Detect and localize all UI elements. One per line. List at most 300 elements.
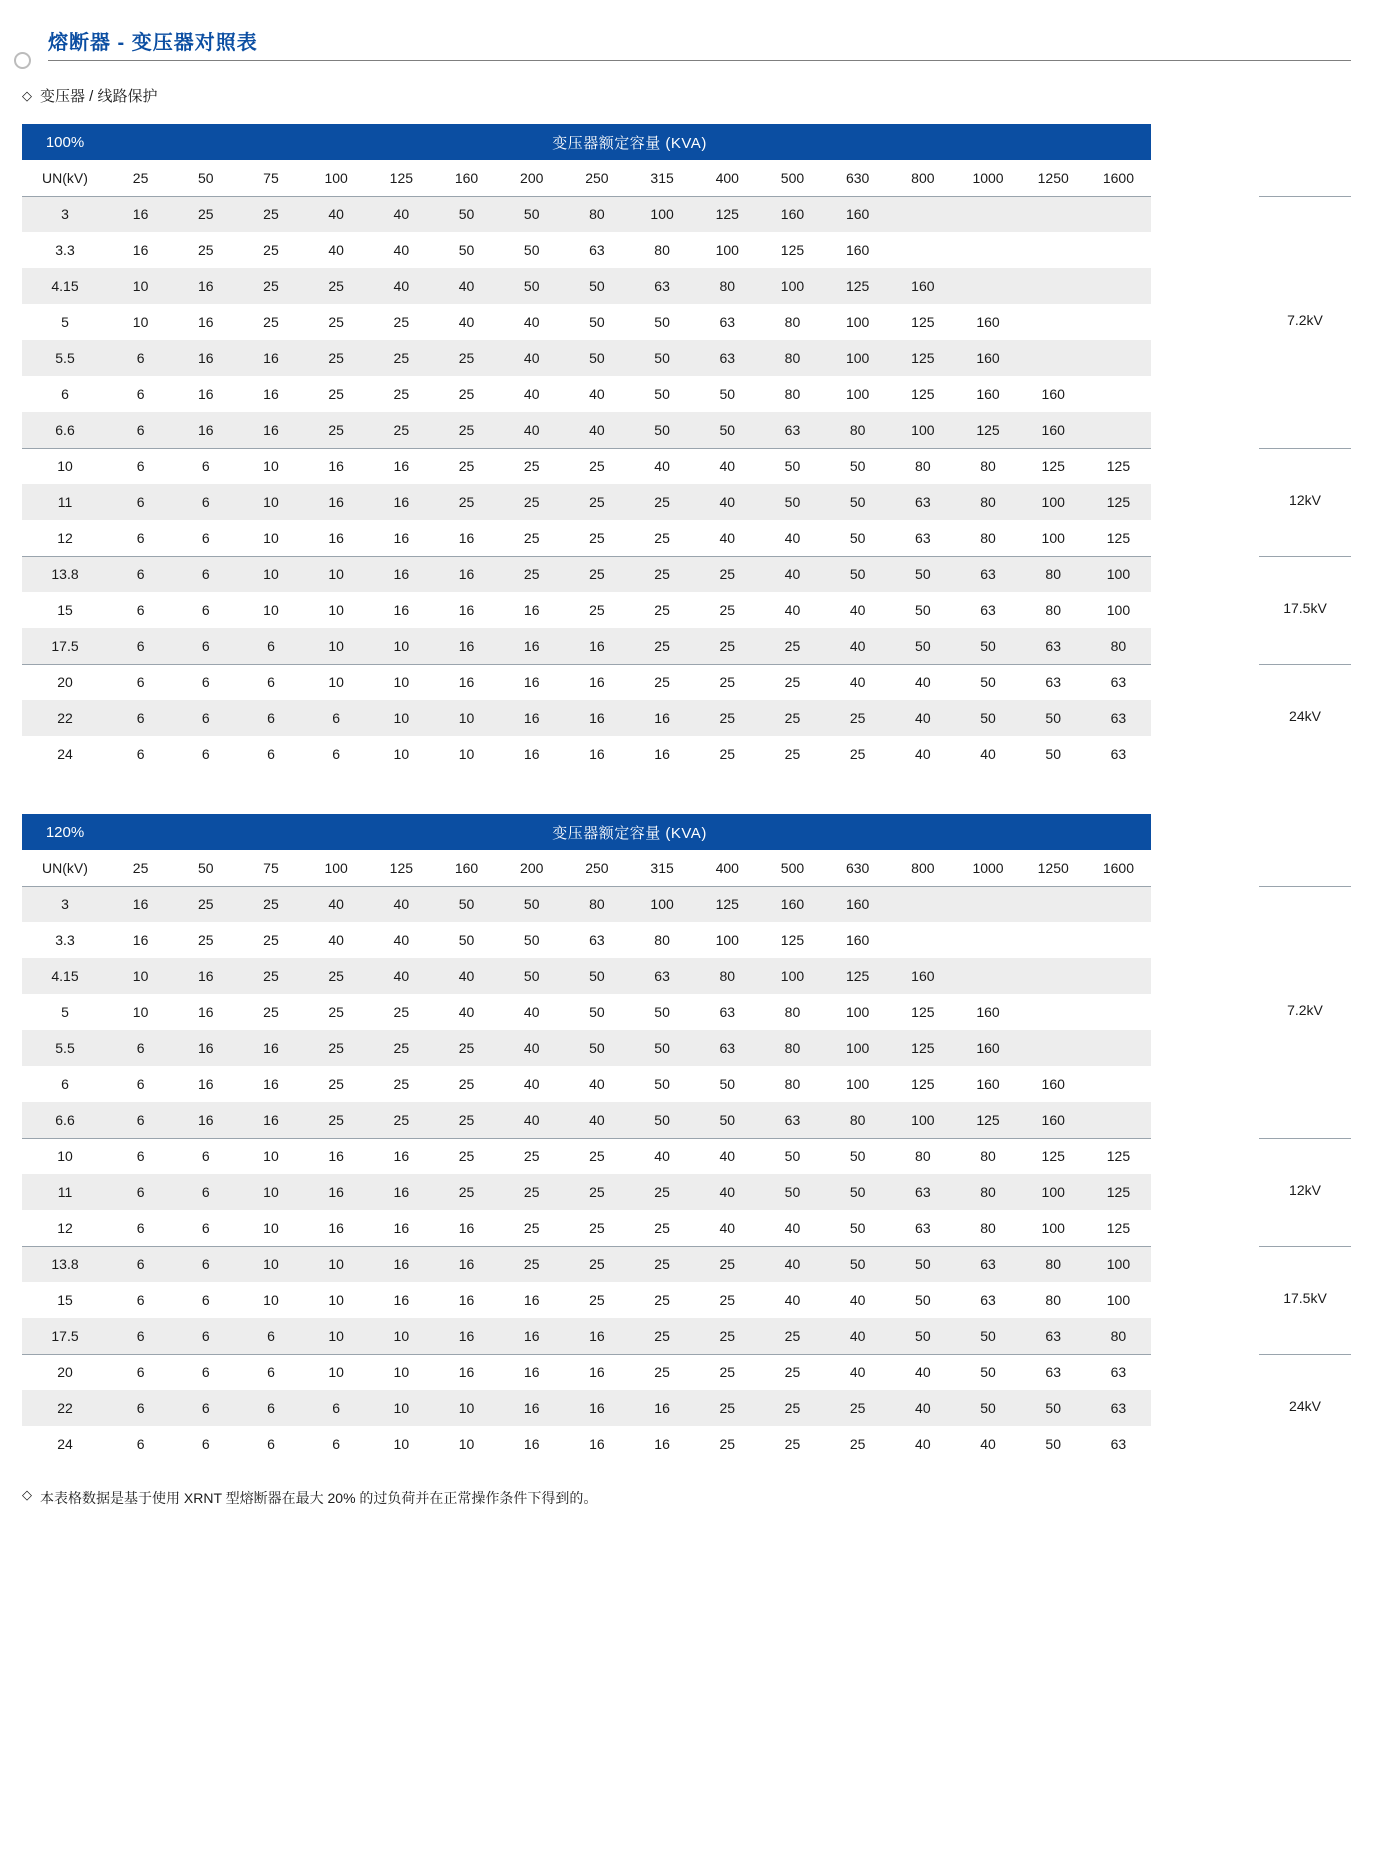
- un-value: 24: [57, 746, 73, 762]
- fuse-rating-cell: 80: [955, 1210, 1020, 1246]
- fuse-rating-cell: 6: [173, 484, 238, 520]
- fuse-rating-cell: 6: [108, 520, 173, 556]
- fuse-rating-cell: 50: [434, 196, 499, 232]
- fuse-rating-cell: 125: [1106, 1148, 1131, 1165]
- fuse-rating-cell: 160: [1021, 1102, 1086, 1138]
- fuse-rating-cell: 25: [630, 1210, 695, 1246]
- voltage-class-divider: [1259, 1246, 1351, 1247]
- fuse-rating-cell: 50: [760, 1174, 825, 1210]
- fuse-rating-cell: 50: [1021, 700, 1086, 736]
- fuse-rating-cell: 125: [1041, 458, 1065, 475]
- fuse-rating-cell: 25: [654, 674, 670, 691]
- fuse-rating-cell: 10: [108, 268, 173, 304]
- fuse-rating-cell: 40: [499, 340, 564, 376]
- fuse-rating-cell: [1086, 958, 1151, 994]
- fuse-rating-cell: 16: [523, 1364, 540, 1381]
- fuse-rating-cell: 6: [108, 556, 173, 592]
- fuse-rating-cell: 10: [132, 1004, 149, 1020]
- fuse-rating-cell: 6: [108, 1390, 173, 1426]
- fuse-rating-cell: [890, 196, 955, 232]
- fuse-rating-cell: 40: [304, 886, 369, 922]
- table-row: [22, 1138, 1151, 1174]
- fuse-rating-cell: 6: [173, 1390, 238, 1426]
- fuse-rating-cell: 16: [173, 958, 238, 994]
- table-row: [22, 592, 1151, 628]
- fuse-rating-cell: 25: [328, 386, 344, 402]
- table-row: [22, 1390, 1151, 1426]
- fuse-rating-cell: 40: [980, 746, 996, 762]
- fuse-rating-cell: [1086, 922, 1151, 958]
- capacity-column-header: 1000: [955, 850, 1020, 886]
- fuse-rating-cell: 10: [263, 458, 279, 475]
- fuse-rating-cell: 80: [784, 386, 801, 402]
- fuse-rating-cell: 80: [980, 458, 996, 475]
- table-row: [22, 376, 1151, 412]
- fuse-rating-cell: 63: [760, 412, 825, 448]
- fuse-rating-cell: 6: [108, 1210, 173, 1246]
- fuse-rating-cell: 25: [523, 1148, 540, 1165]
- fuse-rating-cell: 16: [523, 602, 540, 618]
- fuse-rating-cell: 25: [760, 628, 825, 664]
- fuse-rating-cell: 16: [523, 1436, 540, 1452]
- fuse-rating-cell: 6: [136, 1148, 145, 1165]
- fuse-rating-cell: 6: [136, 1292, 145, 1308]
- fuse-rating-cell: 100: [890, 412, 955, 448]
- fuse-rating-cell: 16: [132, 932, 149, 948]
- fuse-rating-cell: 63: [955, 556, 1020, 592]
- fuse-rating-cell: 50: [695, 412, 760, 448]
- voltage-class-label: 24kV: [1289, 1398, 1321, 1414]
- fuse-rating-cell: 16: [328, 1148, 344, 1165]
- fuse-rating-cell: 63: [890, 520, 955, 556]
- table-row: [22, 922, 1151, 958]
- fuse-rating-cell: 80: [955, 484, 1020, 520]
- fuse-rating-cell: 25: [719, 746, 736, 762]
- fuse-rating-cell: 25: [564, 1210, 629, 1246]
- fuse-rating-cell: 10: [328, 674, 344, 691]
- table-row: [22, 268, 1151, 304]
- fuse-rating-cell: 50: [760, 484, 825, 520]
- fuse-rating-cell: 10: [238, 556, 303, 592]
- fuse-rating-cell: 25: [434, 1102, 499, 1138]
- un-value: 6: [61, 1076, 69, 1092]
- fuse-rating-cell: 50: [589, 314, 605, 330]
- fuse-rating-cell: 25: [238, 886, 303, 922]
- fuse-rating-cell: 100: [760, 268, 825, 304]
- fuse-rating-cell: [955, 232, 1020, 268]
- fuse-rating-cell: 6: [173, 556, 238, 592]
- capacity-column-header: 50: [173, 160, 238, 196]
- fuse-rating-cell: 10: [393, 674, 410, 691]
- section-subtitle: [22, 85, 1373, 106]
- fuse-rating-cell: 25: [173, 196, 238, 232]
- fuse-rating-cell: 25: [173, 886, 238, 922]
- table-row: [22, 1246, 1151, 1282]
- fuse-rating-cell: 16: [238, 1030, 303, 1066]
- fuse-rating-cell: 50: [719, 386, 736, 402]
- fuse-rating-cell: 25: [263, 932, 279, 948]
- fuse-rating-cell: 160: [976, 1004, 1000, 1020]
- un-value: 4.15: [22, 958, 108, 994]
- fuse-rating-cell: 40: [523, 1004, 540, 1020]
- fuse-rating-cell: 40: [328, 932, 344, 948]
- fuse-rating-cell: 25: [458, 1148, 475, 1165]
- fuse-rating-cell: 100: [715, 242, 739, 258]
- fuse-rating-cell: 25: [589, 602, 605, 618]
- fuse-rating-cell: 40: [393, 932, 410, 948]
- fuse-rating-cell: 63: [1086, 1390, 1151, 1426]
- fuse-rating-cell: 25: [393, 1004, 410, 1020]
- fuse-rating-cell: 25: [434, 340, 499, 376]
- fuse-rating-cell: 16: [434, 520, 499, 556]
- fuse-rating-cell: 6: [108, 1102, 173, 1138]
- fuse-rating-cell: 25: [695, 1390, 760, 1426]
- fuse-rating-cell: 63: [1110, 674, 1127, 691]
- fuse-rating-cell: 40: [849, 674, 866, 691]
- fuse-rating-cell: 50: [458, 932, 475, 948]
- fuse-rating-cell: 25: [719, 602, 736, 618]
- fuse-rating-cell: 40: [589, 386, 605, 402]
- fuse-rating-cell: 16: [499, 628, 564, 664]
- fuse-rating-cell: 16: [369, 484, 434, 520]
- capacity-column-header: 250: [564, 160, 629, 196]
- voltage-class-label: 12kV: [1289, 1182, 1321, 1198]
- fuse-rating-cell: [1021, 196, 1086, 232]
- fuse-rating-cell: 100: [1106, 602, 1131, 618]
- fuse-rating-cell: 10: [458, 746, 475, 762]
- voltage-class-label: 7.2kV: [1287, 1002, 1323, 1018]
- fuse-rating-cell: 25: [304, 1030, 369, 1066]
- fuse-rating-cell: 16: [589, 746, 605, 762]
- fuse-rating-cell: 6: [108, 340, 173, 376]
- fuse-rating-cell: 16: [197, 1004, 214, 1020]
- fuse-rating-cell: 40: [304, 196, 369, 232]
- fuse-rating-cell: 6: [267, 1364, 275, 1381]
- fuse-rating-cell: 50: [849, 458, 866, 475]
- un-value: 13.8: [22, 556, 108, 592]
- fuse-rating-cell: 125: [780, 242, 805, 258]
- table-row: [22, 1102, 1151, 1138]
- fuse-rating-cell: 50: [890, 1318, 955, 1354]
- fuse-rating-cell: 6: [201, 746, 210, 762]
- fuse-rating-cell: 80: [915, 458, 931, 475]
- tables-container: [0, 124, 1373, 1462]
- capacity-column-header: 200: [499, 160, 564, 196]
- voltage-class-label: 17.5kV: [1283, 600, 1327, 616]
- fuse-rating-cell: 80: [654, 242, 670, 258]
- fuse-rating-cell: 40: [849, 1364, 866, 1381]
- title-divider: [48, 60, 1351, 61]
- fuse-rating-cell: 25: [328, 1004, 344, 1020]
- fuse-rating-cell: 25: [458, 386, 475, 402]
- fuse-rating-cell: 16: [173, 1102, 238, 1138]
- un-value: 6: [61, 386, 69, 402]
- fuse-rating-cell: 160: [825, 886, 890, 922]
- fuse-rating-cell: 25: [393, 1076, 410, 1092]
- fuse-rating-cell: 50: [499, 958, 564, 994]
- voltage-class-divider: [1259, 886, 1351, 887]
- fuse-rating-cell: 6: [267, 674, 275, 691]
- fuse-rating-cell: 16: [304, 520, 369, 556]
- fuse-rating-cell: 10: [238, 1246, 303, 1282]
- fuse-rating-cell: 16: [589, 674, 605, 691]
- fuse-rating-cell: [1021, 268, 1086, 304]
- fuse-rating-cell: 125: [911, 1076, 935, 1092]
- fuse-rating-cell: 25: [825, 1390, 890, 1426]
- fuse-rating-cell: 100: [845, 1076, 870, 1092]
- fuse-rating-cell: 16: [173, 1030, 238, 1066]
- fuse-rating-cell: 16: [564, 1318, 629, 1354]
- fuse-rating-cell: 25: [564, 520, 629, 556]
- un-value: 12: [22, 1210, 108, 1246]
- fuse-rating-cell: 6: [136, 1364, 145, 1381]
- fuse-rating-cell: 160: [976, 314, 1000, 330]
- un-value: 3: [22, 886, 108, 922]
- fuse-rating-cell: 16: [630, 1390, 695, 1426]
- fuse-rating-cell: 63: [1021, 628, 1086, 664]
- fuse-rating-cell: 25: [499, 1174, 564, 1210]
- fuse-rating-cell: 16: [369, 556, 434, 592]
- fuse-rating-cell: 50: [980, 674, 996, 691]
- fuse-rating-cell: 80: [760, 1030, 825, 1066]
- section-subtitle-label: 变压器 / 线路保护: [40, 88, 158, 105]
- fuse-rating-cell: 16: [238, 412, 303, 448]
- fuse-rating-cell: 25: [434, 484, 499, 520]
- fuse-rating-cell: 100: [1106, 1292, 1131, 1308]
- fuse-rating-cell: 25: [695, 700, 760, 736]
- fuse-rating-cell: [1086, 268, 1151, 304]
- fuse-rating-cell: 125: [1086, 484, 1151, 520]
- fuse-rating-cell: 50: [654, 1076, 670, 1092]
- fuse-rating-cell: 125: [890, 1030, 955, 1066]
- fuse-rating-cell: 50: [458, 242, 475, 258]
- table-row: [22, 1066, 1151, 1102]
- fuse-rating-cell: 6: [136, 602, 145, 618]
- fuse-rating-cell: [1086, 412, 1151, 448]
- table-row: [22, 556, 1151, 592]
- fuse-rating-cell: 160: [890, 268, 955, 304]
- fuse-rating-cell: [1086, 340, 1151, 376]
- fuse-rating-cell: 80: [695, 958, 760, 994]
- fuse-rating-cell: 6: [332, 1436, 341, 1452]
- fuse-rating-cell: 63: [630, 958, 695, 994]
- fuse-rating-cell: 50: [564, 340, 629, 376]
- fuse-rating-cell: 6: [201, 674, 210, 691]
- fuse-rating-cell: 25: [499, 1246, 564, 1282]
- voltage-class-divider: [1259, 1138, 1351, 1139]
- fuse-rating-cell: 63: [1110, 1364, 1127, 1381]
- fuse-rating-cell: 25: [630, 1318, 695, 1354]
- fuse-rating-cell: 125: [911, 1004, 935, 1020]
- fuse-rating-cell: 16: [173, 340, 238, 376]
- fuse-rating-cell: 100: [760, 958, 825, 994]
- fuse-rating-cell: 50: [825, 520, 890, 556]
- fuse-rating-cell: 6: [108, 412, 173, 448]
- fuse-rating-cell: 125: [825, 268, 890, 304]
- fuse-rating-cell: 50: [825, 1174, 890, 1210]
- fuse-rating-cell: 10: [393, 746, 410, 762]
- fuse-rating-cell: [1021, 922, 1086, 958]
- fuse-rating-cell: 25: [263, 242, 279, 258]
- capacity-table-100: [22, 124, 1351, 772]
- un-value: 22: [22, 700, 108, 736]
- fuse-rating-cell: 40: [760, 556, 825, 592]
- fuse-rating-cell: 25: [564, 1174, 629, 1210]
- capacity-table-120: [22, 814, 1351, 1462]
- fuse-rating-cell: 40: [784, 1292, 801, 1308]
- table-row: [22, 484, 1151, 520]
- fuse-rating-cell: 125: [911, 386, 935, 402]
- fuse-rating-cell: 63: [1021, 1318, 1086, 1354]
- fuse-rating-cell: 80: [784, 314, 801, 330]
- data-table: [22, 124, 1151, 772]
- fuse-rating-cell: 40: [915, 1436, 931, 1452]
- fuse-rating-cell: 6: [173, 628, 238, 664]
- fuse-rating-cell: 16: [238, 340, 303, 376]
- fuse-rating-cell: 63: [589, 932, 605, 948]
- voltage-class-divider: [1259, 1354, 1351, 1355]
- fuse-rating-cell: 63: [1045, 674, 1061, 691]
- percent-badge: 100%: [22, 124, 108, 160]
- fuse-rating-cell: 10: [238, 484, 303, 520]
- fuse-rating-cell: 50: [784, 458, 801, 475]
- fuse-rating-cell: 80: [760, 340, 825, 376]
- fuse-rating-cell: 100: [630, 196, 695, 232]
- fuse-rating-cell: 10: [328, 1364, 344, 1381]
- voltage-class-divider: [1259, 196, 1351, 197]
- fuse-rating-cell: 80: [1086, 628, 1151, 664]
- capacity-column-header: 315: [630, 160, 695, 196]
- fuse-rating-cell: 25: [523, 458, 540, 475]
- table-banner-row: [22, 124, 1151, 160]
- fuse-rating-cell: 16: [523, 746, 540, 762]
- table-row: [22, 886, 1151, 922]
- voltage-class-divider: [1259, 448, 1351, 449]
- fuse-rating-cell: 25: [589, 458, 605, 475]
- fuse-rating-cell: 80: [1021, 1246, 1086, 1282]
- fuse-rating-cell: 16: [499, 1390, 564, 1426]
- fuse-rating-cell: 40: [523, 314, 540, 330]
- capacity-column-header: 1250: [1021, 160, 1086, 196]
- fuse-rating-cell: 63: [980, 1292, 996, 1308]
- fuse-rating-cell: 25: [564, 556, 629, 592]
- fuse-rating-cell: 80: [955, 520, 1020, 556]
- table-row: [22, 700, 1151, 736]
- fuse-rating-cell: 16: [630, 700, 695, 736]
- capacity-column-header: 315: [630, 850, 695, 886]
- fuse-rating-cell: 25: [369, 1102, 434, 1138]
- fuse-rating-cell: 6: [136, 1436, 145, 1452]
- table-row: [22, 412, 1151, 448]
- fuse-rating-cell: [1086, 232, 1151, 268]
- fuse-rating-cell: 100: [630, 886, 695, 922]
- fuse-rating-cell: 25: [695, 556, 760, 592]
- fuse-rating-cell: 16: [589, 1436, 605, 1452]
- table-row: [22, 340, 1151, 376]
- fuse-rating-cell: 100: [890, 1102, 955, 1138]
- capacity-column-header: 125: [369, 160, 434, 196]
- fuse-rating-cell: 160: [955, 340, 1020, 376]
- fuse-rating-cell: 40: [849, 1292, 866, 1308]
- fuse-rating-cell: 16: [304, 484, 369, 520]
- table-row: [22, 304, 1151, 340]
- fuse-rating-cell: 25: [304, 268, 369, 304]
- un-value: 10: [57, 458, 73, 475]
- fuse-rating-cell: 16: [173, 268, 238, 304]
- fuse-rating-cell: [955, 196, 1020, 232]
- fuse-rating-cell: 50: [589, 1004, 605, 1020]
- fuse-rating-cell: 25: [630, 628, 695, 664]
- fuse-rating-cell: 40: [499, 412, 564, 448]
- table-banner-row: [22, 814, 1151, 850]
- fuse-rating-cell: 25: [760, 1390, 825, 1426]
- fuse-rating-cell: 50: [499, 268, 564, 304]
- fuse-rating-cell: 40: [760, 1210, 825, 1246]
- fuse-rating-cell: 25: [589, 1292, 605, 1308]
- fuse-rating-cell: 6: [108, 484, 173, 520]
- fuse-rating-cell: 16: [434, 628, 499, 664]
- fuse-rating-cell: 80: [1086, 1318, 1151, 1354]
- fuse-rating-cell: 25: [654, 602, 670, 618]
- fuse-rating-cell: 6: [173, 700, 238, 736]
- fuse-rating-cell: 63: [890, 484, 955, 520]
- fuse-rating-cell: 16: [458, 674, 475, 691]
- fuse-rating-cell: 63: [1045, 1364, 1061, 1381]
- fuse-rating-cell: 50: [825, 556, 890, 592]
- fuse-rating-cell: 25: [589, 1148, 605, 1165]
- fuse-rating-cell: 40: [784, 602, 801, 618]
- table-row: [22, 232, 1151, 268]
- voltage-class-label: 17.5kV: [1283, 1290, 1327, 1306]
- fuse-rating-cell: 25: [630, 556, 695, 592]
- page-title: 熔断器 - 变压器对照表: [48, 32, 258, 54]
- fuse-rating-cell: 6: [108, 1246, 173, 1282]
- fuse-rating-cell: 40: [434, 268, 499, 304]
- fuse-rating-cell: 50: [849, 1148, 866, 1165]
- fuse-rating-cell: 10: [328, 1292, 344, 1308]
- fuse-rating-cell: 10: [238, 520, 303, 556]
- fuse-rating-cell: 160: [845, 932, 870, 948]
- fuse-rating-cell: 25: [238, 196, 303, 232]
- decorative-circle-icon: [14, 52, 31, 69]
- capacity-column-header: 25: [108, 160, 173, 196]
- capacity-column-header: 800: [890, 850, 955, 886]
- capacity-column-header: 1250: [1021, 850, 1086, 886]
- fuse-rating-cell: 50: [564, 958, 629, 994]
- fuse-rating-cell: 160: [845, 242, 870, 258]
- fuse-rating-cell: 25: [263, 1004, 279, 1020]
- fuse-rating-cell: 80: [825, 1102, 890, 1138]
- fuse-rating-cell: 16: [499, 1318, 564, 1354]
- fuse-rating-cell: 40: [825, 1318, 890, 1354]
- fuse-rating-cell: 80: [564, 886, 629, 922]
- fuse-rating-cell: 80: [654, 932, 670, 948]
- un-value: 22: [22, 1390, 108, 1426]
- fuse-rating-cell: 100: [715, 932, 739, 948]
- fuse-rating-cell: 50: [955, 1390, 1020, 1426]
- capacity-column-header: 1600: [1086, 850, 1151, 886]
- fuse-rating-cell: 40: [915, 746, 931, 762]
- fuse-rating-cell: 100: [845, 386, 870, 402]
- un-value: 5: [61, 314, 69, 330]
- fuse-rating-cell: 25: [784, 1436, 801, 1452]
- fuse-rating-cell: 6: [173, 1174, 238, 1210]
- capacity-column-header: 75: [238, 850, 303, 886]
- fuse-rating-cell: 160: [976, 386, 1000, 402]
- fuse-rating-cell: 16: [238, 1102, 303, 1138]
- fuse-rating-cell: 16: [263, 1076, 279, 1092]
- un-value: 12: [22, 520, 108, 556]
